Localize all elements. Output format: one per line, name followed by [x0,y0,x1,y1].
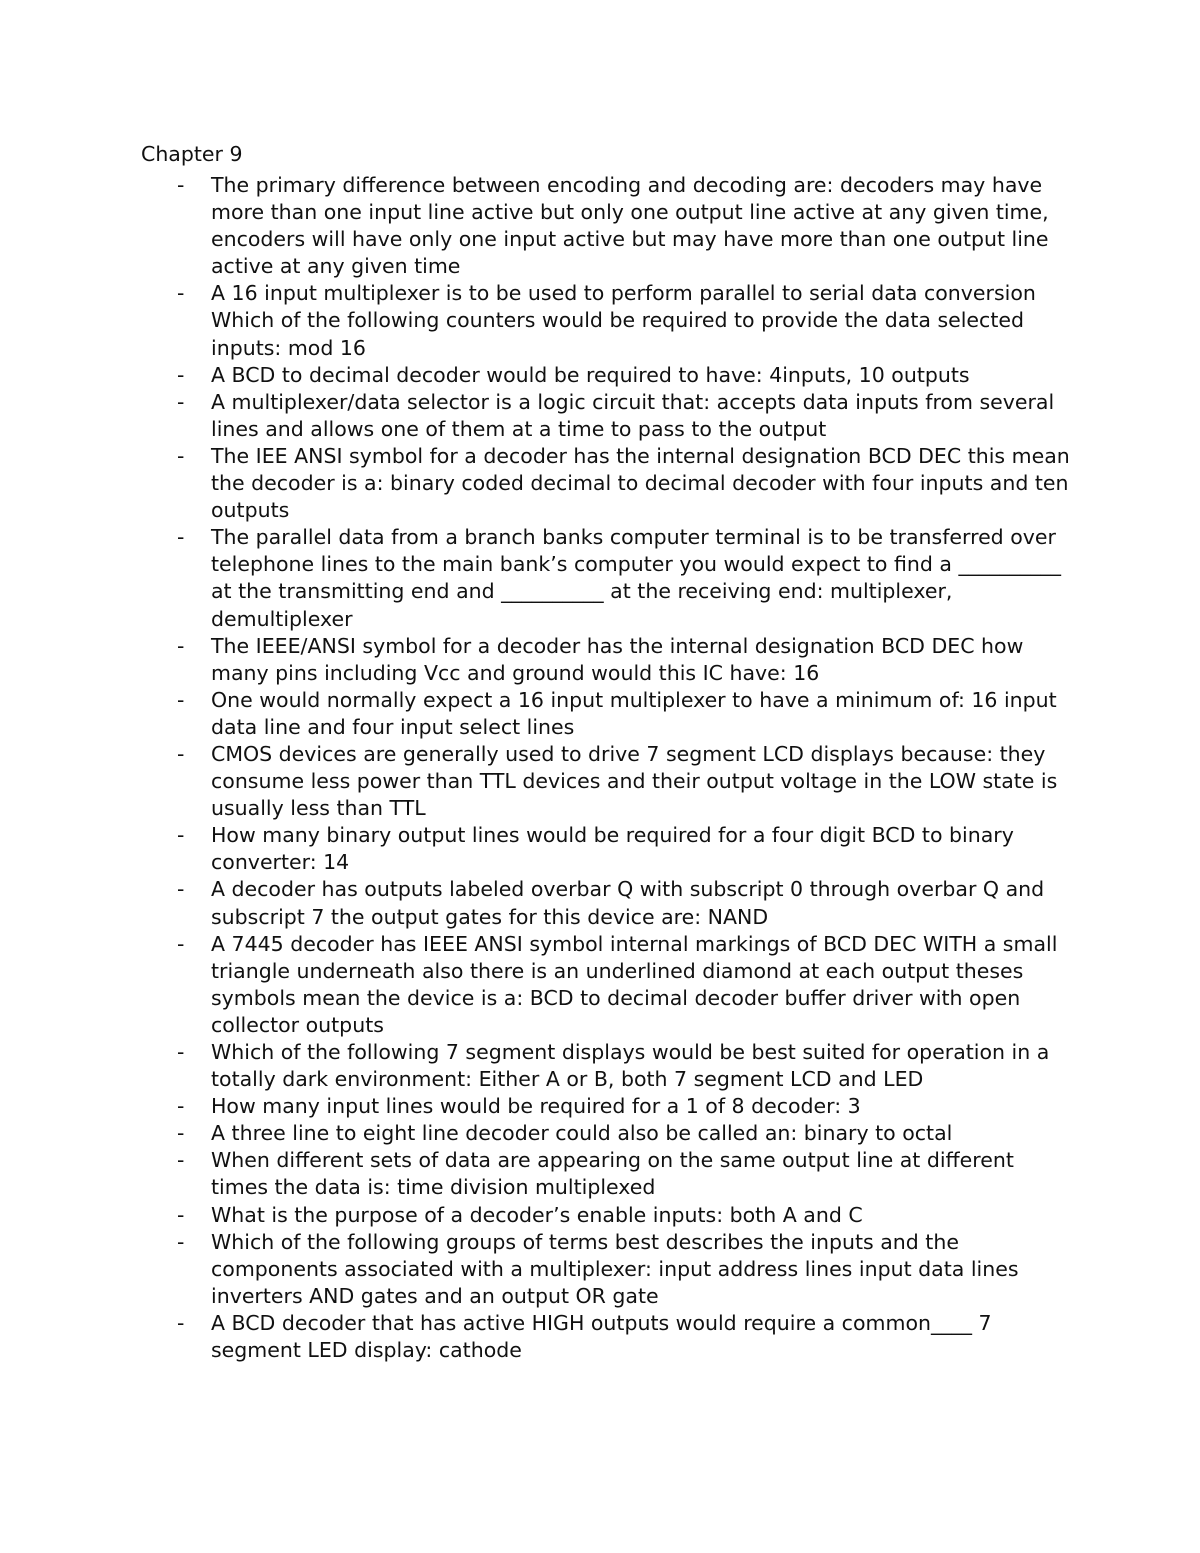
dash-bullet: - [177,1094,185,1119]
list-item-text: Which of the following 7 segment displays would be best suited for operation in a totally dark environment: Either A or B, both 7 segment LCD and LED [211,1040,1050,1092]
list-item-text: A BCD to decimal decoder would be required to have: 4inputs, 10 outputs [211,362,970,387]
list-item [141,1120,1071,1147]
document-title: Chapter 9 [141,142,243,166]
question-list [141,172,1071,1364]
list-item [141,741,1071,822]
dash-bullet: - [177,1202,185,1227]
list-item [141,280,1071,361]
dash-bullet: - [177,1229,185,1254]
list-item [141,822,1071,876]
list-item-text: How many binary output lines would be required for a four digit BCD to binary converter: 14 [211,823,1014,875]
list-item [141,687,1071,741]
dash-bullet: - [177,1040,185,1064]
dash-bullet: - [177,823,185,848]
list-item-text: The IEE ANSI symbol for a decoder has the internal designation BCD DEC this mean the decoder is a: binary coded decimal to decimal decoder with four inputs and ten outputs [211,443,1070,523]
dash-bullet: - [177,877,185,902]
list-item [141,1093,1071,1120]
document-content [141,139,1071,1364]
list-item [141,633,1071,687]
list-item [141,876,1071,930]
dash-bullet: - [177,443,185,468]
list-item-text: A BCD decoder that has active HIGH outputs would require a common____ 7 segment LED display: cathode [211,1310,992,1363]
list-item-text: A multiplexer/data selector is a logic circuit that: accepts data inputs from several lines and allows one of them at a time to pass to the output [211,389,1055,441]
list-item-text: A decoder has outputs labeled overbar Q with subscript 0 through overbar Q and subscript 7 the output gates for this device are: NAND [211,877,1045,929]
dash-bullet: - [177,687,185,712]
list-item-text: When different sets of data are appearing on the same output line at different times the data is: time division multiplexed [211,1148,1014,1200]
list-item-text: A 16 input multiplexer is to be used to perform parallel to serial data conversion Which of the following counters would be required to provide the data selected inputs: mod 16 [211,281,1036,360]
list-item-text: The primary difference between encoding and decoding are: decoders may have more than one input line active but only one output line active at any given time, encoders will have only one input active but may have more than one output line active at any given time [211,173,1049,279]
list-item [141,443,1071,524]
list-item [141,1147,1071,1201]
list-item-text: A three line to eight line decoder could also be called an: binary to octal [211,1121,953,1146]
list-item-text: What is the purpose of a decoder’s enable inputs: both A and C [211,1202,863,1227]
dash-bullet: - [177,389,185,414]
list-item [141,389,1071,443]
dash-bullet: - [177,741,185,766]
list-item-text: How many input lines would be required for a 1 of 8 decoder: 3 [211,1094,861,1119]
list-item-text: A 7445 decoder has IEEE ANSI symbol internal markings of BCD DEC WITH a small triangle underneath also there is an underlined diamond at each output theses symbols mean the device is a: BCD to decimal decoder buffer driver with open collector outputs [211,931,1058,1037]
dash-bullet: - [177,931,185,956]
dash-bullet: - [177,1310,185,1335]
list-item [141,172,1071,280]
dash-bullet: - [177,633,185,658]
list-item [141,1039,1071,1093]
list-item-text: CMOS devices are generally used to drive 7 segment LCD displays because: they consume less power than TTL devices and their output voltage in the LOW state is usually less than TTL [211,741,1058,821]
list-item [141,362,1071,389]
list-item [141,931,1071,1039]
list-item [141,1202,1071,1229]
dash-bullet: - [177,281,185,306]
dash-bullet: - [177,173,185,197]
dash-bullet: - [177,1148,185,1173]
list-item-text: Which of the following groups of terms best describes the inputs and the components associated with a multiplexer: input address lines input data lines inverters AND gates and an output OR gate [211,1229,1019,1308]
list-item [141,524,1071,632]
dash-bullet: - [177,362,185,387]
dash-bullet: - [177,525,185,550]
list-item-text: The parallel data from a branch banks computer terminal is to be transferred over telephone lines to the main bank’s computer you would expect to find a __________ at the transmitting end and __________ at the receiving end: multiplexer, demultiplexer [211,525,1061,631]
list-item [141,1310,1071,1364]
list-item-text: The IEEE/ANSI symbol for a decoder has the internal designation BCD DEC how many pins including Vcc and ground would this IC have: 16 [211,633,1024,685]
dash-bullet: - [177,1121,185,1146]
list-item-text: One would normally expect a 16 input multiplexer to have a minimum of: 16 input data line and four input select lines [211,687,1057,739]
list-item [141,1229,1071,1310]
